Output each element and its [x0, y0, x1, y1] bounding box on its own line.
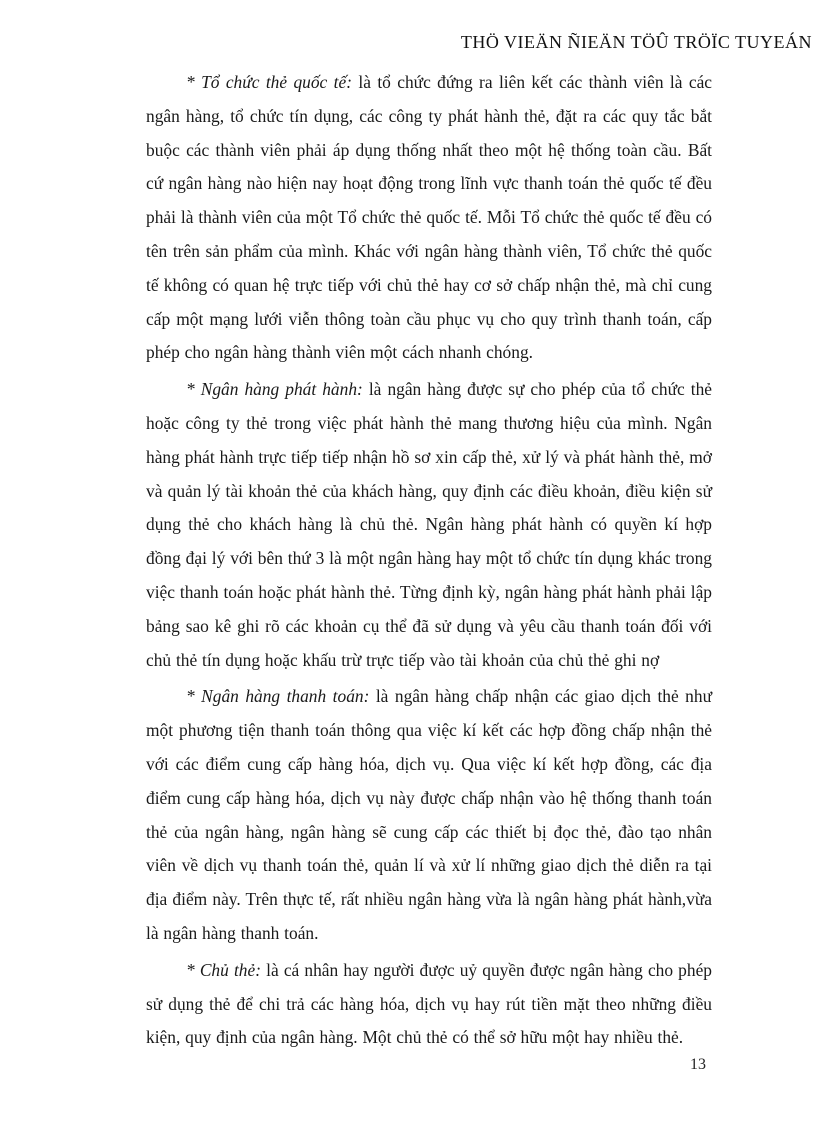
paragraph-cardholder — [146, 954, 712, 1055]
term-label: * Ngân hàng thanh toán: — [186, 686, 370, 707]
paragraph-international-card-org — [146, 66, 712, 370]
page-header — [0, 32, 816, 53]
document-body — [146, 66, 712, 1058]
header-title: THÖ VIEÄN ÑIEÄN TÖÛ TRÖÏC TUYEÁN — [460, 32, 812, 52]
paragraph-text: là ngân hàng chấp nhận các giao dịch thẻ như một phương tiện thanh toán thông qua việc kí kết các hợp đồng chấp nhận thẻ với các điểm cung cấp hàng hóa, dịch vụ. Qua việc kí kết hợp đồng, các địa điểm cung cấp hàng hóa, dịch vụ này được chấp nhận vào hệ thống thanh toán thẻ của ngân hàng, ngân hàng sẽ cung cấp các thiết bị đọc thẻ, đào tạo nhân viên về dịch vụ thanh toán thẻ, quản lí và xử lí những giao dịch thẻ diễn ra tại địa điểm này. Trên thực tế, rất nhiều ngân hàng vừa là ngân hàng phát hành,vừa là ngân hàng thanh toán. — [146, 686, 712, 943]
term-label: * Chủ thẻ: — [186, 959, 261, 980]
paragraph-issuing-bank — [146, 373, 712, 677]
paragraph-acquiring-bank — [146, 680, 712, 950]
paragraph-text: là ngân hàng được sự cho phép của tổ chức thẻ hoặc công ty thẻ trong việc phát hành thẻ mang thương hiệu của mình. Ngân hàng phát hành trực tiếp tiếp nhận hồ sơ xin cấp thẻ, xử lý và phát hành thẻ, mở và quản lý tài khoản thẻ của khách hàng, quy định các điều khoản, điều kiện sử dụng thẻ cho khách hàng là chủ thẻ. Ngân hàng phát hành có quyền kí hợp đồng đại lý với bên thứ 3 là một ngân hàng hay một tổ chức tín dụng khác trong việc thanh toán hoặc phát hành thẻ. Từng định kỳ, ngân hàng phát hành phải lập bảng sao kê ghi rõ các khoản cụ thể đã sử dụng và yêu cầu thanh toán đối với chủ thẻ tín dụng hoặc khấu trừ trực tiếp vào tài khoản của chủ thẻ ghi nợ — [146, 379, 713, 670]
term-label: * Tổ chức thẻ quốc tế: — [186, 72, 352, 92]
paragraph-text: là tổ chức đứng ra liên kết các thành viên là các ngân hàng, tổ chức tín dụng, các công ty phát hành thẻ, đặt ra các quy tắc bắt buộc các thành viên phải áp dụng thống nhất theo một hệ thống toàn cầu. Bất cứ ngân hàng nào hiện nay hoạt động trong lĩnh vực thanh toán thẻ quốc tế đều phải là thành viên của một Tổ chức thẻ quốc tế. Mỗi Tổ chức thẻ quốc tế đều có tên trên sản phẩm của mình. Khác với ngân hàng thành viên, Tổ chức thẻ quốc tế không có quan hệ trực tiếp với chủ thẻ hay cơ sở chấp nhận thẻ, mà chỉ cung cấp một mạng lưới viễn thông toàn cầu phục vụ cho quy trình thanh toán, cấp phép cho ngân hàng thành viên một cách nhanh chóng. — [146, 72, 713, 363]
term-label: * Ngân hàng phát hành: — [186, 379, 363, 400]
paragraph-text: là cá nhân hay người được uỷ quyền được ngân hàng cho phép sử dụng thẻ để chi trả các hàng hóa, dịch vụ hay rút tiền mặt theo những điều kiện, quy định của ngân hàng. Một chủ thẻ có thể sở hữu một hay nhiều thẻ. — [146, 959, 712, 1048]
page-number: 13 — [690, 1056, 706, 1073]
